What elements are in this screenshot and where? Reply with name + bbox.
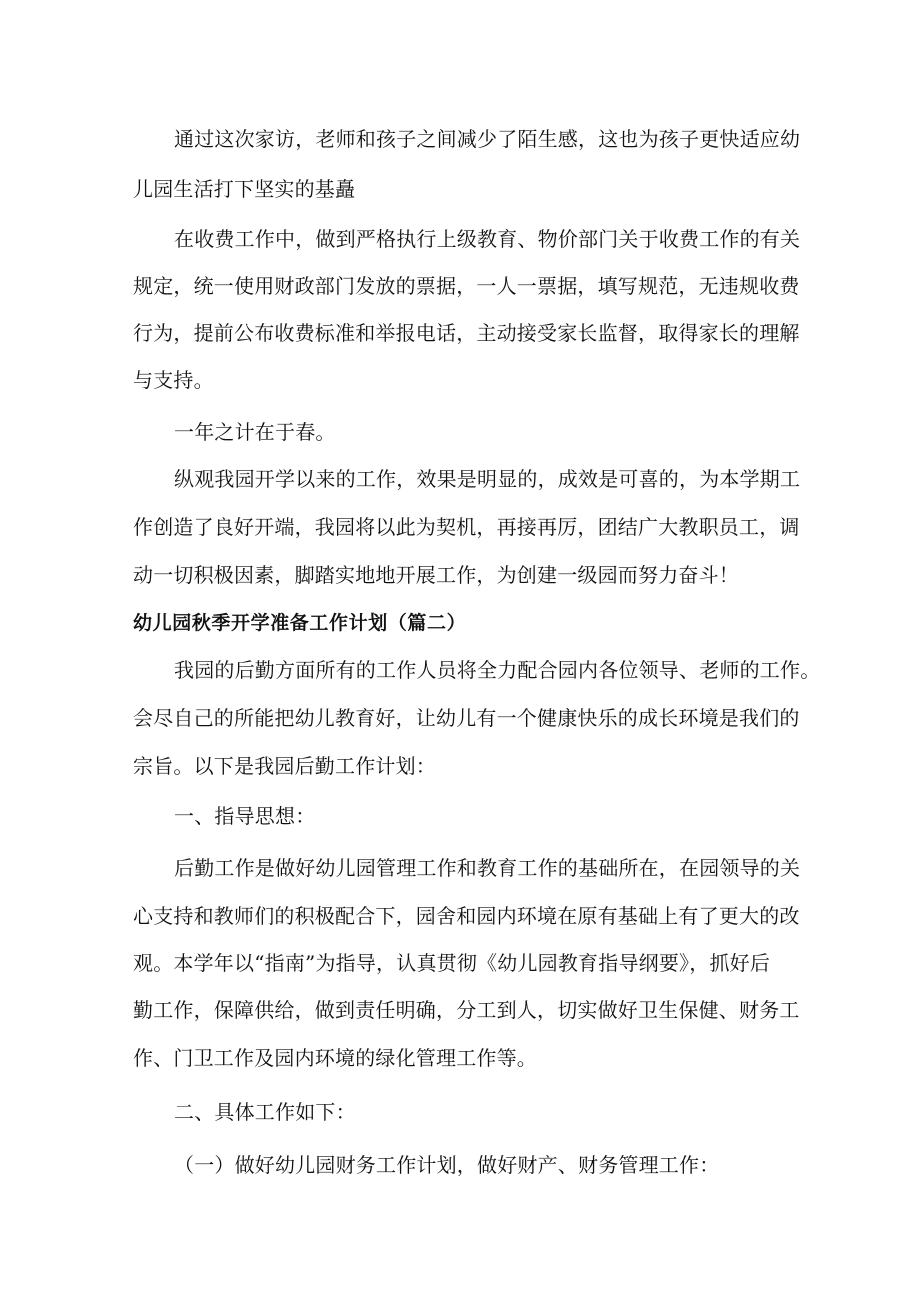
paragraph-3-line-1: 一年之计在于春。 [174,420,336,444]
section-paragraph-3-line-5: 作、门卫工作及园内环境的绿化管理工作等。 [133,1046,537,1070]
section-paragraph-3-line-2: 心支持和教师们的积极配合下，园舍和园内环境在原有基础上有了更大的改 [133,904,800,928]
paragraph-2-line-4: 与支持。 [133,368,214,392]
section-paragraph-1-line-2: 会尽自己的所能把幼儿教育好，让幼儿有一个健康快乐的成长环境是我们的 [133,706,800,730]
section-paragraph-2-line-1: 一、指导思想： [174,804,316,828]
paragraph-2-line-1: 在收费工作中，做到严格执行上级教育、物价部门关于收费工作的有关 [174,227,801,251]
paragraph-2-line-3: 行为，提前公布收费标准和举报电话，主动接受家长监督，取得家长的理解 [133,321,800,345]
section-paragraph-3-line-4: 勤工作，保障供给，做到责任明确，分工到人，切实做好卫生保健、财务工 [133,998,800,1022]
section-paragraph-4-line-1: 二、具体工作如下： [174,1100,356,1124]
paragraph-4-line-3: 动一切积极因素，脚踏实地地开展工作，为创建一级园而努力奋斗！ [133,563,739,587]
paragraph-1-line-1: 通过这次家访，老师和孩子之间减少了陌生感，这也为孩子更快适应幼 [174,127,801,151]
paragraph-4-line-2: 作创造了良好开端，我园将以此为契机，再接再厉，团结广大教职员工，调 [133,515,800,539]
paragraph-4-line-1: 纵观我园开学以来的工作，效果是明显的，成效是可喜的，为本学期工 [174,467,801,491]
section-paragraph-1-line-1: 我园的后勤方面所有的工作人员将全力配合园内各位领导、老师的工作。 [174,658,821,682]
section-paragraph-3-line-1: 后勤工作是做好幼儿园管理工作和教育工作的基础所在，在园领导的关 [174,856,801,880]
paragraph-1-line-2: 儿园生活打下坚实的基矗 [133,177,356,201]
section-paragraph-1-line-3: 宗旨。以下是我园后勤工作计划： [133,754,436,778]
section-heading: 幼儿园秋季开学准备工作计划（篇二） [133,612,467,634]
paragraph-2-line-2: 规定，统一使用财政部门发放的票据，一人一票据，填写规范，无违规收费 [133,274,800,298]
section-paragraph-5-line-1: （一）做好幼儿园财务工作计划，做好财产、财务管理工作： [174,1153,720,1177]
section-paragraph-3-line-3: 观。本学年以“指南”为指导，认真贯彻《幼儿园教育指导纲要》，抓好后 [133,951,771,975]
